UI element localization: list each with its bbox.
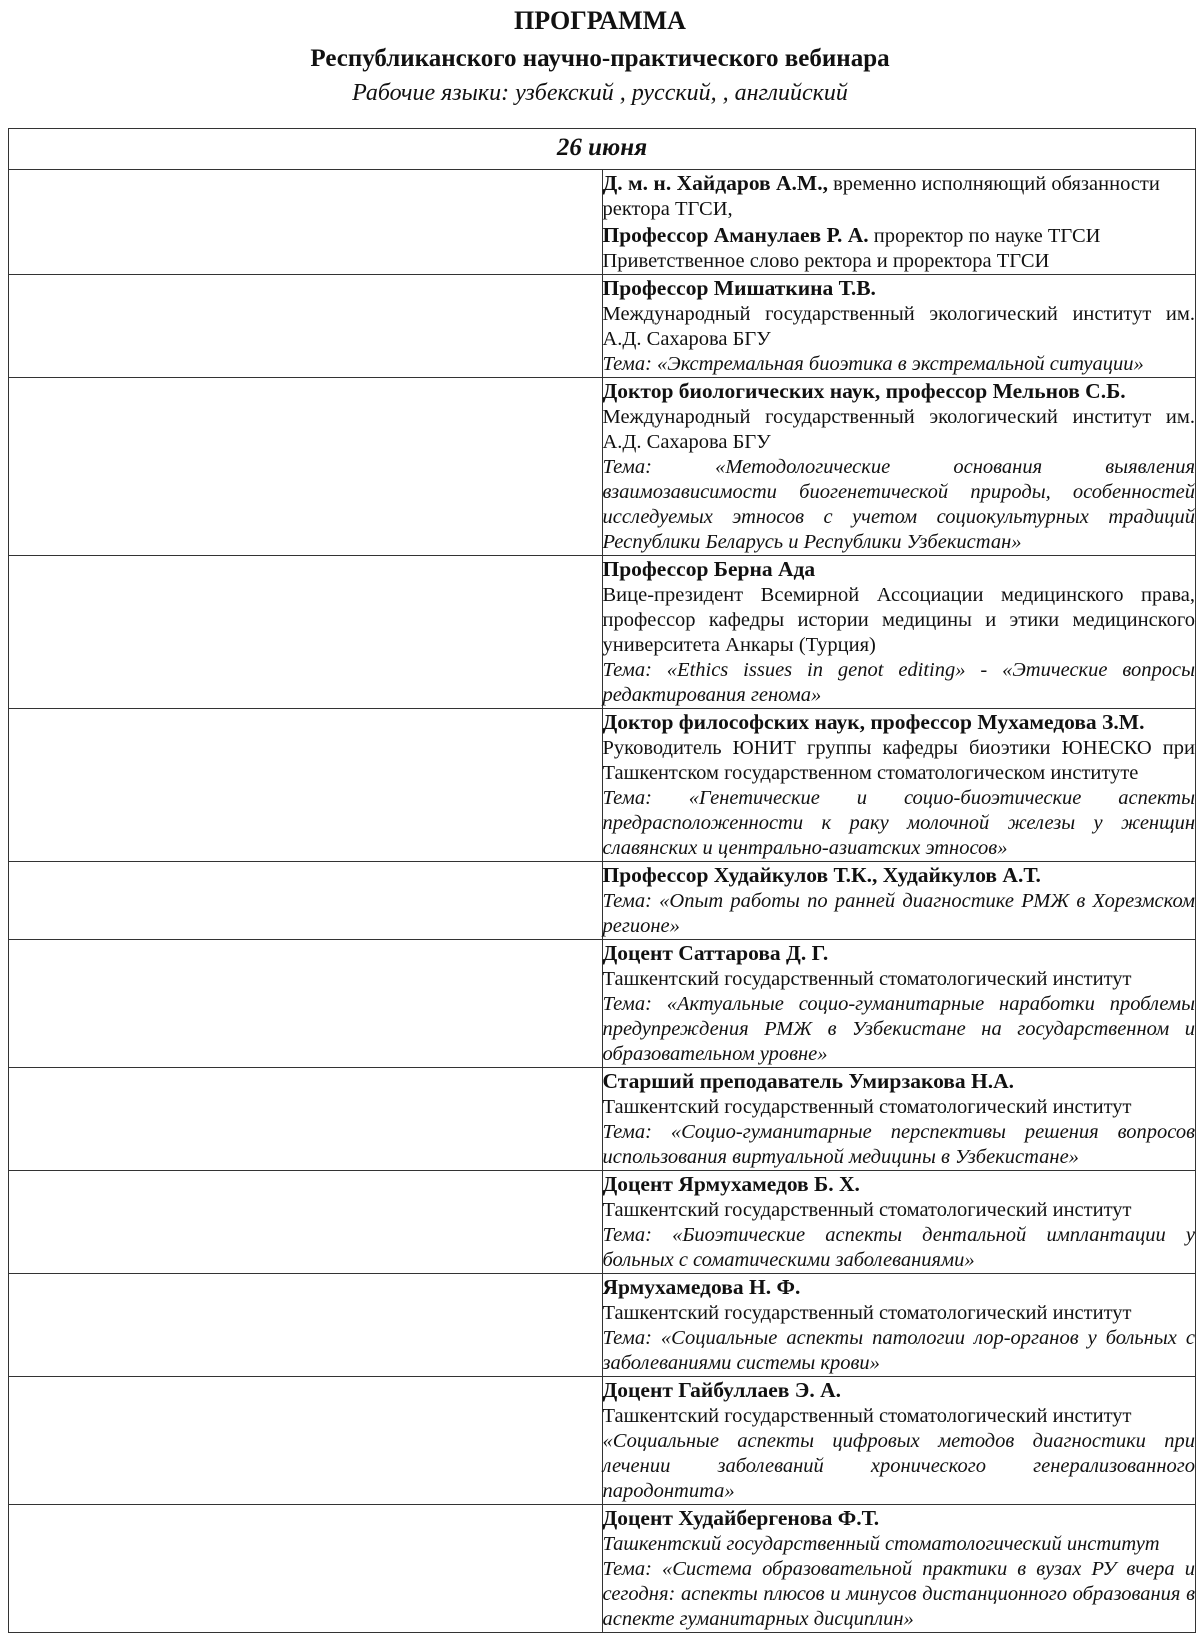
row-content <box>602 275 1196 378</box>
speaker-name: Доцент Ярмухамедов Б. Х. <box>602 1172 860 1196</box>
speaker-org: Вице-президент Всемирной Ассоциации медицинского права, профессор кафедры истории медицины и этики медицинского университета Анкары (Турция) <box>602 584 1195 656</box>
speaker-org: Приветственное слово ректора и проректора ТГСИ <box>602 250 1050 272</box>
row-number-cell <box>9 1171 603 1274</box>
speaker-name: Профессор Аманулаев Р. А. <box>602 223 869 247</box>
row-content <box>602 862 1196 940</box>
row-content <box>602 556 1196 709</box>
row-number-cell <box>9 275 603 378</box>
program-row <box>9 1171 1196 1274</box>
program-row <box>9 1274 1196 1377</box>
program-row <box>9 940 1196 1068</box>
talk-topic: Тема: «Опыт работы по ранней диагностике РМЖ в Хорезмском регионе» <box>602 890 1195 937</box>
row-content <box>602 1505 1196 1633</box>
talk-topic: Тема: «Экстремальная биоэтика в экстремальной ситуации» <box>602 353 1144 375</box>
speaker-org: Ташкентский государственный стоматологический институт <box>602 1199 1132 1221</box>
speaker-name: Старший преподаватель Умирзакова Н.А. <box>602 1069 1015 1093</box>
row-content <box>602 378 1196 556</box>
row-content <box>602 1068 1196 1171</box>
row-content <box>602 1377 1196 1505</box>
program-table <box>8 128 1196 1633</box>
row-number-cell <box>9 1377 603 1505</box>
day-header: 26 июня <box>9 129 1196 170</box>
speaker-org: Ташкентский государственный стоматологический институт <box>602 1302 1132 1324</box>
speaker-name: Доцент Саттарова Д. Г. <box>602 941 829 965</box>
program-row <box>9 1068 1196 1171</box>
speaker-name: Профессор Мишаткина Т.В. <box>602 276 876 300</box>
program-row <box>9 1377 1196 1505</box>
program-row <box>9 862 1196 940</box>
row-number-cell <box>9 709 603 862</box>
talk-topic: Тема: «Генетические и социо-биоэтические аспекты предрасположенности к раку молочной железы у женщин славянских и центрально-азиатских этносов» <box>602 787 1195 859</box>
speaker-name: Ярмухамедова Н. Ф. <box>602 1275 801 1299</box>
program-row <box>9 170 1196 275</box>
talk-topic: Тема: «Методологические основания выявления взаимозависимости биогенетической природы, особенностей исследуемых этносов с учетом социокультурных традиций Республики Беларусь и Республики Узбекистан» <box>602 456 1195 553</box>
speaker-position: временно исполняющий обязанности ректора ТГСИ, <box>602 173 1160 220</box>
row-content <box>602 170 1196 275</box>
talk-topic: Тема: «Ethics issues in genot editing» - «Этические вопросы редактирования генома» <box>602 659 1195 706</box>
row-content <box>602 1274 1196 1377</box>
speaker-name: Доцент Гайбуллаев Э. А. <box>602 1378 842 1402</box>
program-row <box>9 556 1196 709</box>
speaker-org: Международный государственный экологический институт им. А.Д. Сахарова БГУ <box>602 303 1195 350</box>
speaker-name: Профессор Худайкулов Т.К., Худайкулов А.Т. <box>602 863 1041 887</box>
row-number-cell <box>9 1274 603 1377</box>
row-content <box>602 940 1196 1068</box>
program-row <box>9 378 1196 556</box>
talk-topic: Тема: «Социальные аспекты патологии лор-органов у больных с заболеваниями системы крови» <box>602 1327 1195 1374</box>
program-subtitle: Республиканского научно-практического вебинара <box>310 45 890 72</box>
day-header-row <box>9 129 1196 170</box>
speaker-org: Ташкентский государственный стоматологический институт <box>602 1096 1132 1118</box>
row-content <box>602 709 1196 862</box>
speaker-org: Ташкентский государственный стоматологический институт <box>602 1533 1160 1555</box>
row-number-cell <box>9 862 603 940</box>
program-row <box>9 1505 1196 1633</box>
speaker-name: Д. м. н. Хайдаров А.М., <box>602 171 828 195</box>
program-title: ПРОГРАММА <box>514 6 686 35</box>
speaker-org: Руководитель ЮНИТ группы кафедры биоэтики ЮНЕСКО при Ташкентском государственном стоматологическом институте <box>602 737 1195 784</box>
speaker-name: Доцент Худайбергенова Ф.Т. <box>602 1506 880 1530</box>
speaker-org: Ташкентский государственный стоматологический институт <box>602 1405 1132 1427</box>
speaker-name: Доктор биологических наук, профессор Мельнов С.Б. <box>602 379 1126 403</box>
talk-topic: Тема: «Актуальные социо-гуманитарные наработки проблемы предупреждения РМЖ в Узбекистане на государственном и образовательном уровне» <box>602 993 1195 1065</box>
speaker-name: Профессор Берна Ада <box>602 557 816 581</box>
speaker-name: Доктор философских наук, профессор Мухамедова З.М. <box>602 710 1145 734</box>
row-number-cell <box>9 1505 603 1633</box>
row-number-cell <box>9 170 603 275</box>
speaker-position: проректор по науке ТГСИ <box>868 225 1101 247</box>
talk-topic: «Социальные аспекты цифровых методов диагностики при лечении заболеваний хронического генерализованного пародонтита» <box>602 1430 1195 1502</box>
speaker-org: Международный государственный экологический институт им. А.Д. Сахарова БГУ <box>602 406 1195 453</box>
talk-topic: Тема: «Социо-гуманитарные перспективы решения вопросов использования виртуальной медицины в Узбекистане» <box>602 1121 1195 1168</box>
row-content <box>602 1171 1196 1274</box>
program-row <box>9 709 1196 862</box>
working-languages: Рабочие языки: узбекский , русский, , английский <box>352 80 848 106</box>
row-number-cell <box>9 378 603 556</box>
row-number-cell <box>9 556 603 709</box>
row-number-cell <box>9 940 603 1068</box>
program-row <box>9 275 1196 378</box>
talk-topic: Тема: «Система образовательной практики в вузах РУ вчера и сегодня: аспекты плюсов и минусов дистанционного образования в аспекте гуманитарных дисциплин» <box>602 1558 1195 1630</box>
talk-topic: Тема: «Биоэтические аспекты дентальной имплантации у больных с соматическими заболеваниями» <box>602 1224 1195 1271</box>
row-number-cell <box>9 1068 603 1171</box>
speaker-org: Ташкентский государственный стоматологический институт <box>602 968 1132 990</box>
